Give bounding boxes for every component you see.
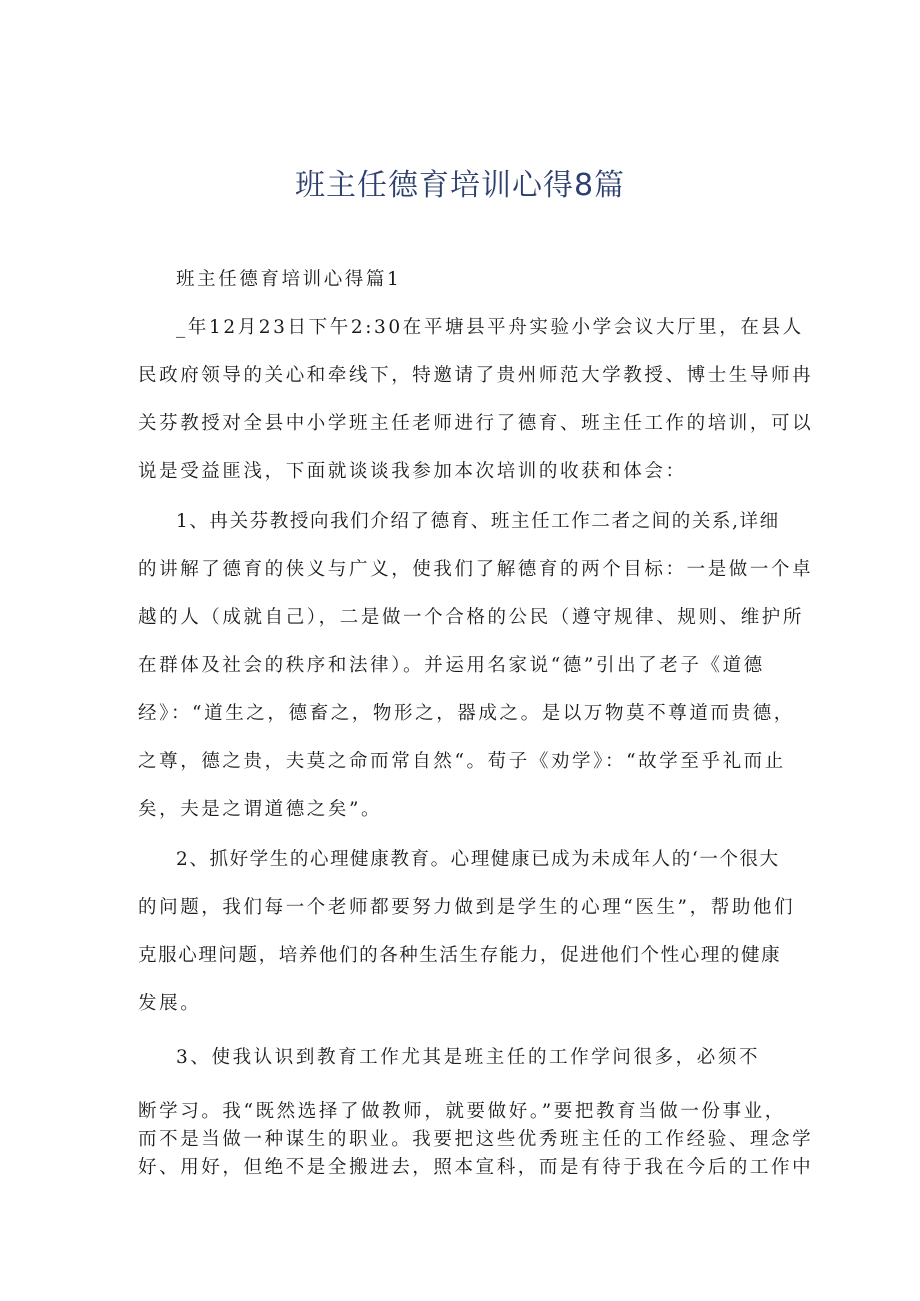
- section-heading: 班主任德育培训心得篇1: [176, 269, 402, 290]
- paragraph-line: 在群体及社会的秩序和法律）。并运用名家说“德”引出了老子《道德: [138, 655, 765, 676]
- paragraph-line: 关芬教授对全县中小学班主任老师进行了德育、班主任工作的培训，可以: [138, 413, 814, 434]
- document-title: 班主任德育培训心得8篇: [294, 168, 626, 203]
- paragraph-line: 矣，夫是之谓道德之矣”。: [138, 799, 383, 820]
- paragraph-line: 1、冉关芬教授向我们介绍了德育、班主任工作二者之间的关系,详细: [176, 511, 780, 532]
- paragraph-line: 克服心理问题，培养他们的各种生活生存能力，促进他们个性心理的健康: [138, 945, 782, 966]
- paragraph-line: 经》：“道生之，德畜之，物形之，器成之。是以万物莫不尊道而贵德，: [138, 703, 795, 724]
- paragraph-line: 民政府领导的关心和牵线下，特邀请了贵州师范大学教授、博士生导师冉: [138, 365, 814, 386]
- paragraph-line: 发展。: [138, 993, 202, 1014]
- paragraph-line: 而不是当做一种谋生的职业。我要把这些优秀班主任的工作经验、理念学: [138, 1129, 814, 1150]
- paragraph-line: 2、抓好学生的心理健康教育。心理健康已成为未成年人的‘一个很大: [176, 849, 780, 870]
- paragraph-line: 好、用好，但绝不是全搬进去，照本宣科，而是有待于我在今后的工作中: [138, 1157, 814, 1178]
- paragraph-line: 的问题，我们每一个老师都要努力做到是学生的心理“医生”，帮助他们: [138, 897, 796, 918]
- paragraph-line: 越的人（成就自己），二是做一个合格的公民（遵守规律、规则、维护所: [138, 607, 804, 628]
- paragraph-line: _年12月23日下午2:30在平塘县平舟实验小学会议大厅里，在县人: [176, 317, 804, 338]
- paragraph-line: 之尊，德之贵，夫莫之命而常自然“。荀子《劝学》：“故学至乎礼而止: [138, 751, 786, 772]
- paragraph-line: 3、使我认识到教育工作尤其是班主任的工作学问很多，必须不: [176, 1047, 761, 1068]
- paragraph-line: 的讲解了德育的侠义与广义，使我们了解德育的两个目标：一是做一个卓: [138, 559, 814, 580]
- paragraph-line: 说是受益匪浅，下面就谈谈我参加本次培训的收获和体会：: [138, 461, 687, 482]
- paragraph-line: 断学习。我“既然选择了做教师，就要做好。”要把教育当做一份事业，: [138, 1101, 786, 1122]
